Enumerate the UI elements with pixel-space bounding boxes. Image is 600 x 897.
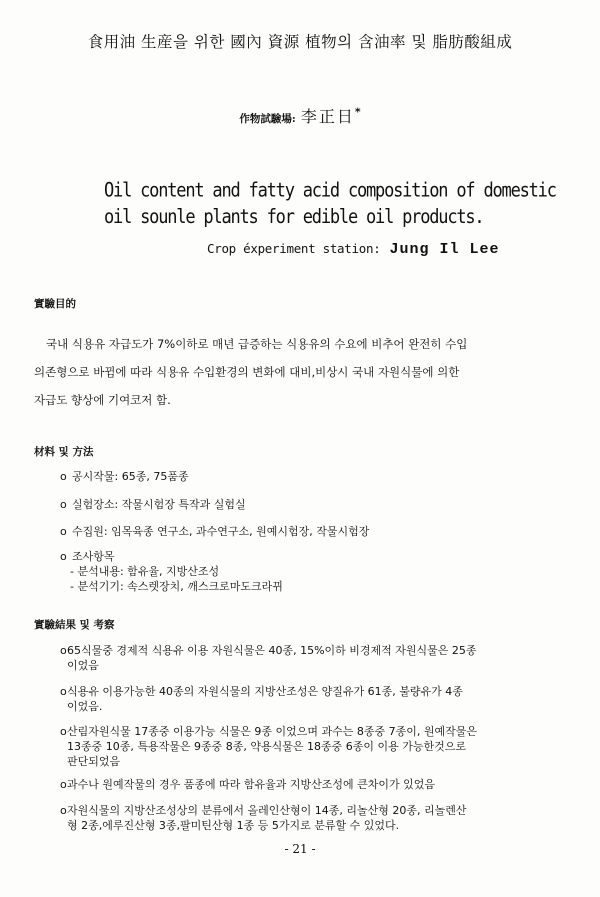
results-line: 자원식물의 지방산조성상의 분류에서 올레인산형이 14종, 리놀산형 20종, 리놀렌산 — [67, 804, 467, 817]
results-line: 식용유 이용가능한 40종의 자원식물의 지방산조성은 양질유가 61종, 불량유가 4종 — [67, 685, 463, 698]
page-number: - 21 - — [284, 842, 316, 856]
purpose-line: 의존형으로 바뀜에 따라 식용유 수입환경의 변화에 대비,비상시 국내 자원식물에 의한 — [34, 365, 460, 379]
english-affiliation — [207, 238, 500, 258]
purpose-paragraph — [34, 330, 564, 414]
bullet: o — [60, 778, 67, 791]
purpose-heading: 實驗目的 — [34, 298, 76, 310]
results-item — [60, 724, 560, 769]
methods-item-text: 조사항목 — [72, 550, 115, 563]
author-footnote-mark: * — [354, 105, 361, 119]
methods-item — [60, 524, 369, 539]
english-title-line: Oil content and fatty acid composition of domestic — [104, 179, 556, 203]
methods-sub-item: - 분석내용: 함유율, 지방산조성 — [70, 565, 220, 578]
methods-sub-item: - 분석기기: 속스렛장치, 깨스크로마도크라뀌 — [70, 580, 283, 593]
methods-item-text: 수집원: 임목육종 연구소, 과수연구소, 원예시험장, 작물시험장 — [72, 525, 370, 538]
korean-title: 食用油 生産을 위한 國內 資源 植物의 含油率 및 脂肪酸組成 — [87, 33, 513, 51]
bullet: o — [60, 525, 67, 538]
purpose-line: 국내 식용유 자급도가 7%이하로 매년 급증하는 식용유의 수요에 비추어 완전히 수입 — [46, 337, 468, 351]
methods-item-text: 공시작물: 65종, 75품종 — [72, 470, 189, 483]
results-heading: 實驗結果 및 考察 — [34, 619, 115, 631]
results-item — [60, 684, 560, 714]
methods-item-text: 실험장소: 작물시험장 특작과 실험실 — [72, 498, 246, 511]
results-item — [60, 803, 560, 833]
results-line: 이었음. — [67, 700, 103, 713]
results-line: 과수나 원예작물의 경우 품종에 따라 함유율과 지방산조성에 큰차이가 있었음 — [67, 778, 436, 791]
author-line — [150, 104, 450, 127]
author-en: Jung Il Lee — [389, 241, 500, 258]
results-line: 판단되었음 — [67, 755, 121, 768]
bullet: o — [60, 550, 67, 563]
methods-heading: 材料 및 方法 — [34, 446, 94, 458]
results-item — [60, 777, 560, 792]
bullet: o — [60, 644, 67, 657]
results-line: 이었음 — [67, 659, 99, 672]
methods-item — [60, 549, 283, 594]
bullet: o — [60, 470, 67, 483]
station-en-label: Crop éxperiment station: — [207, 241, 381, 256]
english-title — [104, 178, 556, 231]
results-line: 65식물중 경제적 식용유 이용 자원식물은 40종, 15%이하 비경제적 자원식물은 25종 — [67, 644, 477, 657]
bullet: o — [60, 685, 67, 698]
bullet: o — [60, 498, 67, 511]
author-ko: 李正日 — [300, 107, 355, 126]
results-item — [60, 643, 560, 673]
methods-item — [60, 497, 246, 512]
methods-item — [60, 469, 189, 484]
station-ko: 作物試驗場: — [239, 113, 296, 125]
results-line: 산림자원식물 17종중 이용가능 식물은 9종 이었으며 과수는 8종중 7종이, 원예작물은 — [67, 725, 477, 738]
purpose-line: 자급도 향상에 기여코저 함. — [34, 393, 171, 407]
bullet: o — [60, 804, 67, 817]
results-line: 13종중 10종, 특용작물은 9종중 8종, 약용식물은 18종중 6종이 이용 가능한것으로 — [67, 740, 466, 753]
results-line: 형 2종,에루진산형 3종,팔미틴산형 1종 등 5가지로 분류할 수 있었다. — [67, 819, 400, 832]
bullet: o — [60, 725, 67, 738]
english-title-line: oil sounle plants for edible oil products. — [104, 205, 484, 229]
